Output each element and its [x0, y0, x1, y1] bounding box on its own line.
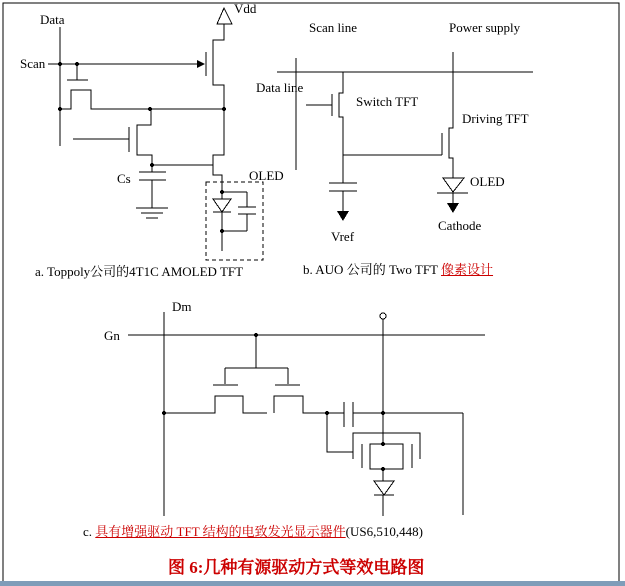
circuit-a-wires	[48, 24, 263, 260]
a-t3-path	[137, 109, 152, 165]
caption-b-red: 像素设计	[441, 262, 494, 277]
c-gate-lead	[327, 413, 353, 452]
b-storage-capacitor	[329, 155, 357, 211]
a-oled-label: OLED	[249, 168, 284, 183]
c-gate-structure	[213, 335, 300, 385]
a-t2-channel-wire	[60, 90, 224, 109]
page-border	[3, 3, 619, 581]
c-dm-label: Dm	[172, 299, 192, 314]
a-cs-capacitor	[139, 165, 166, 208]
a-scan-label: Scan	[20, 56, 46, 71]
b-vref-arrow	[337, 211, 349, 221]
caption-c-prefix: c.	[83, 524, 96, 539]
c-right-transistor-channel	[274, 396, 344, 413]
figure-title: 图 6:几种有源驱动方式等效电路图	[168, 558, 425, 577]
b-scan-line-label: Scan line	[309, 20, 358, 35]
a-scan-arrowhead	[197, 60, 205, 68]
b-power-path	[449, 52, 453, 178]
a-t3-gate	[73, 127, 129, 152]
c-left-transistor-channel	[164, 396, 267, 413]
a-vdd-triangle	[217, 8, 232, 24]
caption-c	[83, 525, 423, 539]
a-oled-capacitor	[238, 192, 256, 231]
b-switch-path	[339, 72, 343, 155]
c-gate-bracket	[353, 433, 420, 459]
b-cathode-arrow	[447, 203, 459, 213]
a-oled-diode	[213, 192, 231, 231]
b-switch-tft-label: Switch TFT	[356, 94, 419, 109]
window-bottom-edge	[0, 581, 625, 586]
a-data-label: Data	[40, 12, 65, 27]
a-ground-symbol	[136, 208, 168, 218]
a-oled-dashed-box	[206, 182, 263, 260]
c-terminal-circle	[380, 313, 386, 319]
caption-a: a. Toppoly公司的4T1C AMOLED TFT	[35, 264, 244, 279]
a-oled-bottom-wire	[222, 231, 247, 251]
caption-b-black: b. AUO 公司的 Two TFT	[303, 262, 442, 277]
b-oled-label: OLED	[470, 174, 505, 189]
c-gn-label: Gn	[104, 328, 120, 343]
b-power-supply-label: Power supply	[449, 20, 521, 35]
a-cs-label: Cs	[117, 171, 131, 186]
circuit-c-wires	[128, 312, 485, 516]
c-diode	[374, 469, 394, 516]
b-vref-label: Vref	[331, 229, 355, 244]
b-switch-gate	[306, 94, 332, 116]
b-oled-diode	[437, 178, 468, 203]
b-driving-tft-label: Driving TFT	[462, 111, 529, 126]
caption-c-red: 具有增强驱动 TFT 结构的电致发光显示器件	[95, 524, 346, 539]
a-t2-gate	[67, 64, 88, 80]
caption-c-suffix: (US6,510,448)	[345, 524, 423, 539]
c-channel-box	[370, 444, 403, 469]
a-vdd-label: Vdd	[234, 1, 257, 16]
caption-b	[303, 263, 493, 277]
c-series-capacitor	[344, 402, 353, 427]
b-cathode-label: Cathode	[438, 218, 482, 233]
b-data-line-label: Data line	[256, 80, 304, 95]
a-junction-dots	[58, 62, 226, 233]
